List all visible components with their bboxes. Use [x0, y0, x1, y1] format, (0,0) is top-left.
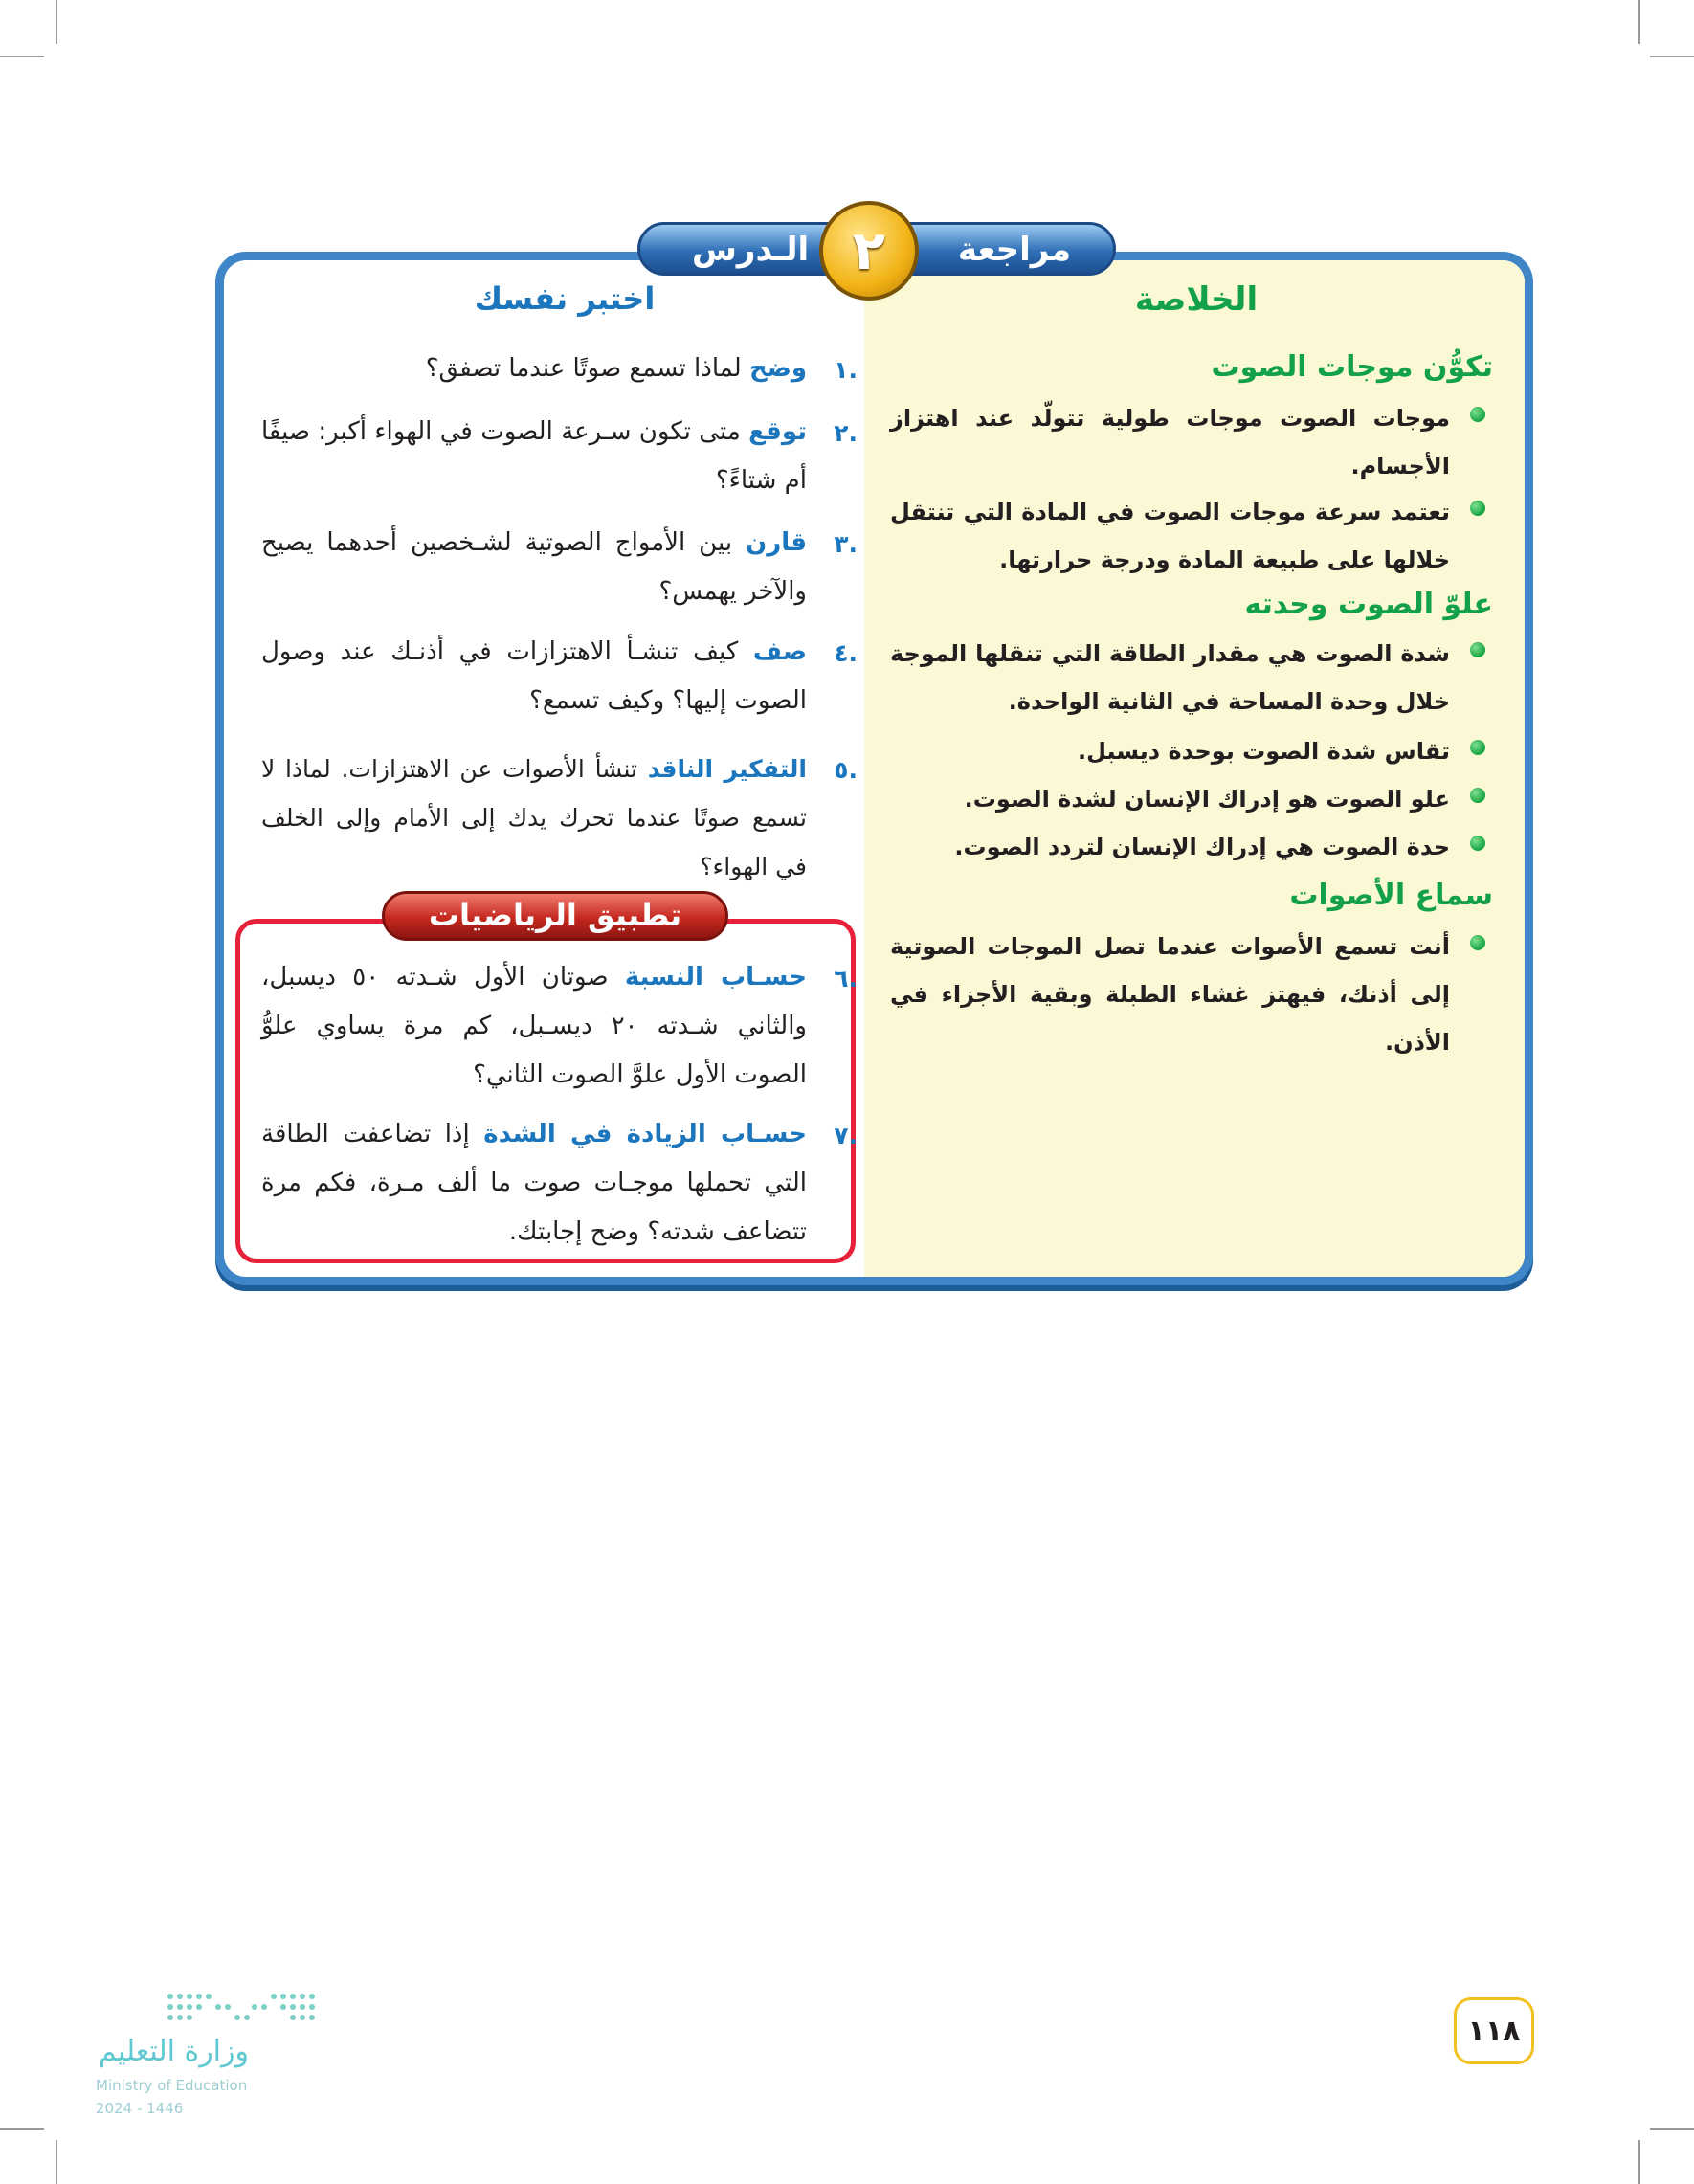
crop-mark [56, 2140, 57, 2184]
page-number: ١١٨ [1454, 1997, 1534, 2064]
question-item [261, 745, 807, 891]
summary-bullet: شدة الصوت هي مقدار الطاقة التي تنقلها الموجة خلال وحدة المساحة في الثانية الواحدة. [890, 640, 1450, 715]
question-keyword: توقع [748, 417, 807, 446]
summary-bullet: حدة الصوت هي إدراك الإنسان لتردد الصوت. [954, 834, 1450, 860]
summary-heading: علوّ الصوت وحدته [1244, 588, 1493, 621]
question-item [261, 628, 807, 725]
question-keyword: قارن [746, 528, 807, 557]
question-number: ٦. [834, 965, 858, 992]
question-text: تنشأ الأصوات عن الاهتزازات. لماذا لا تسمع صوتًا عندما تحرك يدك إلى الأمام وإلى الخلف في الهواء؟ [261, 755, 807, 880]
question-item [261, 953, 807, 1100]
summary-heading: سماع الأصوات [1289, 879, 1493, 912]
summary-bullet: موجات الصوت موجات طولية تتولّد عند اهتزاز الأجسام. [890, 405, 1450, 479]
crop-mark [1650, 2128, 1694, 2130]
question-number: ٥. [834, 756, 858, 784]
question-number: ٤. [834, 639, 858, 667]
bullet-icon [1470, 407, 1485, 422]
summary-bullet: علو الصوت هو إدراك الإنسان لشدة الصوت. [964, 786, 1450, 813]
summary-bullet: تقاس شدة الصوت بوحدة ديسبل. [1078, 738, 1450, 765]
question-keyword: حسـاب الزيادة في الشدة [483, 1120, 807, 1148]
question-number: ١. [834, 356, 858, 384]
ministry-year: 2024 - 1446 [96, 2100, 184, 2117]
ministry-name-arabic: وزارة التعليم [98, 2035, 249, 2068]
math-application-title: تطبيق الرياضيات [382, 891, 728, 941]
crop-mark [56, 0, 57, 44]
question-text: صوتان الأول شـدته ٥٠ ديسبل، والثاني شـدته ٢٠ ديسـبل، كم مرة يساوي علوُّ الصوت الأول علوَّ الصوت الثاني؟ [261, 963, 807, 1089]
question-number: ٣. [834, 530, 858, 558]
bullet-icon [1470, 501, 1485, 516]
question-item [261, 408, 807, 505]
question-item [261, 1110, 807, 1257]
question-text: بين الأمواج الصوتية لشـخصين أحدهما يصيح والآخر يهمس؟ [261, 528, 807, 606]
summary-title: الخلاصة [1134, 280, 1259, 319]
question-item [261, 519, 807, 616]
crop-mark [1650, 56, 1694, 57]
lesson-number-badge: ٢ [819, 201, 919, 301]
question-text: كيف تنشـأ الاهتزازات في أذنـك عند وصول الصوت إليها؟ وكيف تسمع؟ [261, 637, 807, 715]
crop-mark [1638, 2140, 1640, 2184]
bullet-icon [1470, 836, 1485, 851]
question-text: لماذا تسمع صوتًا عندما تصفق؟ [425, 354, 749, 383]
question-keyword: التفكير الناقد [647, 755, 808, 783]
question-item [261, 345, 807, 393]
bullet-icon [1470, 642, 1485, 657]
crop-mark [0, 2128, 44, 2130]
question-keyword: صف [752, 637, 807, 666]
ministry-name-english: Ministry of Education [96, 2077, 248, 2094]
bullet-icon [1470, 740, 1485, 755]
bullet-icon [1470, 788, 1485, 803]
question-keyword: وضح [748, 354, 807, 383]
crop-mark [0, 56, 44, 57]
question-number: ٢. [834, 419, 858, 447]
test-yourself-title: اختبر نفسك [474, 280, 656, 317]
crop-mark [1638, 0, 1640, 44]
question-text: إذا تضاعفت الطاقة التي تحملها موجـات صوت ما ألف مـرة، فكم مرة تتضاعف شدته؟ وضح إجابتك. [261, 1120, 807, 1246]
question-text: متى تكون سـرعة الصوت في الهواء أكبر: صيفًا أم شتاءً؟ [261, 417, 807, 495]
lesson-label: الـدرس [692, 231, 810, 269]
question-number: ٧. [834, 1122, 858, 1149]
summary-heading: تكوُّن موجات الصوت [1211, 350, 1493, 384]
review-label: مراجعة [957, 231, 1071, 269]
summary-bullet: أنت تسمع الأصوات عندما تصل الموجات الصوتية إلى أذنك، فيهتز غشاء الطبلة وبقية الأجزاء في الأذن. [890, 933, 1450, 1056]
question-keyword: حسـاب النسبة [624, 963, 808, 992]
ministry-logo-icon [165, 1991, 318, 2029]
bullet-icon [1470, 935, 1485, 950]
summary-bullet: تعتمد سرعة موجات الصوت في المادة التي تنتقل خلالها على طبيعة المادة ودرجة حرارتها. [890, 499, 1450, 573]
